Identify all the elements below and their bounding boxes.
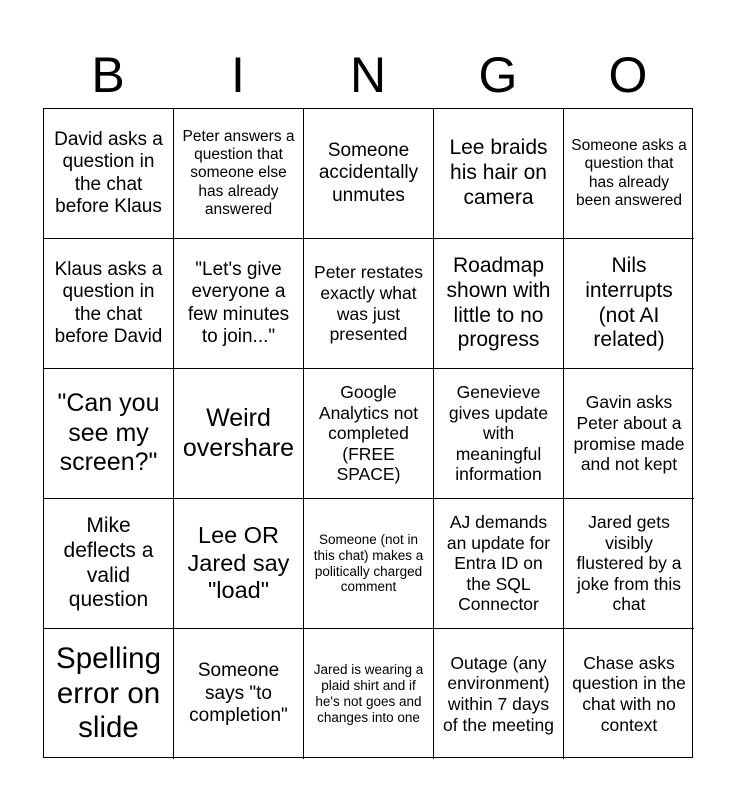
header-letter-n: N (349, 47, 387, 103)
cell-text: Lee braids his hair on camera (449, 136, 548, 209)
cell-text: Genevieve gives update with meaningful information (448, 381, 549, 485)
bingo-cell[interactable] (44, 499, 174, 629)
bingo-cell[interactable] (304, 239, 434, 369)
bingo-cell[interactable] (434, 109, 564, 239)
header-letter-b: B (91, 47, 125, 103)
bingo-cell[interactable] (564, 109, 694, 239)
cell-text: AJ demands an update for Entra ID on the SQL Connector (446, 511, 551, 615)
cell-text: Someone accidentally unmutes (318, 139, 419, 206)
bingo-cell[interactable] (44, 239, 174, 369)
bingo-cell free-space[interactable] (304, 369, 434, 499)
cell-text: Lee OR Jared say "load" (187, 521, 290, 604)
cell-text: Chase asks question in the chat with no context (572, 652, 686, 735)
cell-text: Someone says "to completion" (189, 660, 288, 727)
cell-text: Nils interrupts (not AI related) (585, 253, 673, 352)
bingo-cell[interactable] (174, 499, 304, 629)
cell-text: Jared is wearing a plaid shirt and if he's not goes and changes into one (313, 662, 424, 725)
header-letter-i: I (231, 47, 245, 103)
cell-text: Roadmap shown with little to no progress (446, 253, 551, 352)
bingo-cell[interactable] (174, 369, 304, 499)
cell-text: Google Analytics not completed (FREE SPACE) (318, 381, 419, 485)
bingo-cell[interactable] (174, 239, 304, 369)
bingo-cell[interactable] (564, 499, 694, 629)
bingo-cell[interactable] (434, 629, 564, 759)
cell-text: Gavin asks Peter about a promise made and not kept (573, 392, 685, 475)
bingo-cell[interactable] (44, 369, 174, 499)
cell-text: Someone (not in this chat) makes a politically charged comment (313, 531, 424, 595)
bingo-cell[interactable] (44, 629, 174, 759)
cell-text: Spelling error on slide (56, 641, 161, 745)
bingo-board (43, 108, 693, 758)
cell-text: Outage (any environment) within 7 days of the meeting (443, 652, 554, 735)
cell-text: "Can you see my screen?" (57, 389, 160, 477)
bingo-header (43, 42, 693, 108)
bingo-cell[interactable] (434, 369, 564, 499)
header-letter-o: O (608, 47, 648, 103)
header-letter-g: G (478, 47, 518, 103)
cell-text: David asks a question in the chat before Klaus (54, 128, 163, 217)
cell-text: Someone asks a question that has already been answered (571, 136, 687, 209)
bingo-cell[interactable] (434, 499, 564, 629)
cell-text: "Let's give everyone a few minutes to join..." (187, 258, 290, 347)
cell-text: Peter answers a question that someone else has already answered (182, 127, 295, 218)
cell-text: Jared gets visibly flustered by a joke from this chat (576, 511, 682, 615)
bingo-cell[interactable] (434, 239, 564, 369)
bingo-cell[interactable] (304, 109, 434, 239)
cell-text: Klaus asks a question in the chat before David (54, 258, 163, 347)
cell-text: Weird overshare (182, 404, 295, 462)
bingo-cell[interactable] (304, 629, 434, 759)
cell-text: Mike deflects a valid question (63, 513, 154, 612)
bingo-cell[interactable] (174, 629, 304, 759)
bingo-cell[interactable] (174, 109, 304, 239)
bingo-cell[interactable] (304, 499, 434, 629)
cell-text: Peter restates exactly what was just presented (314, 262, 423, 345)
bingo-cell[interactable] (564, 629, 694, 759)
bingo-cell[interactable] (564, 369, 694, 499)
bingo-cell[interactable] (44, 109, 174, 239)
bingo-cell[interactable] (564, 239, 694, 369)
